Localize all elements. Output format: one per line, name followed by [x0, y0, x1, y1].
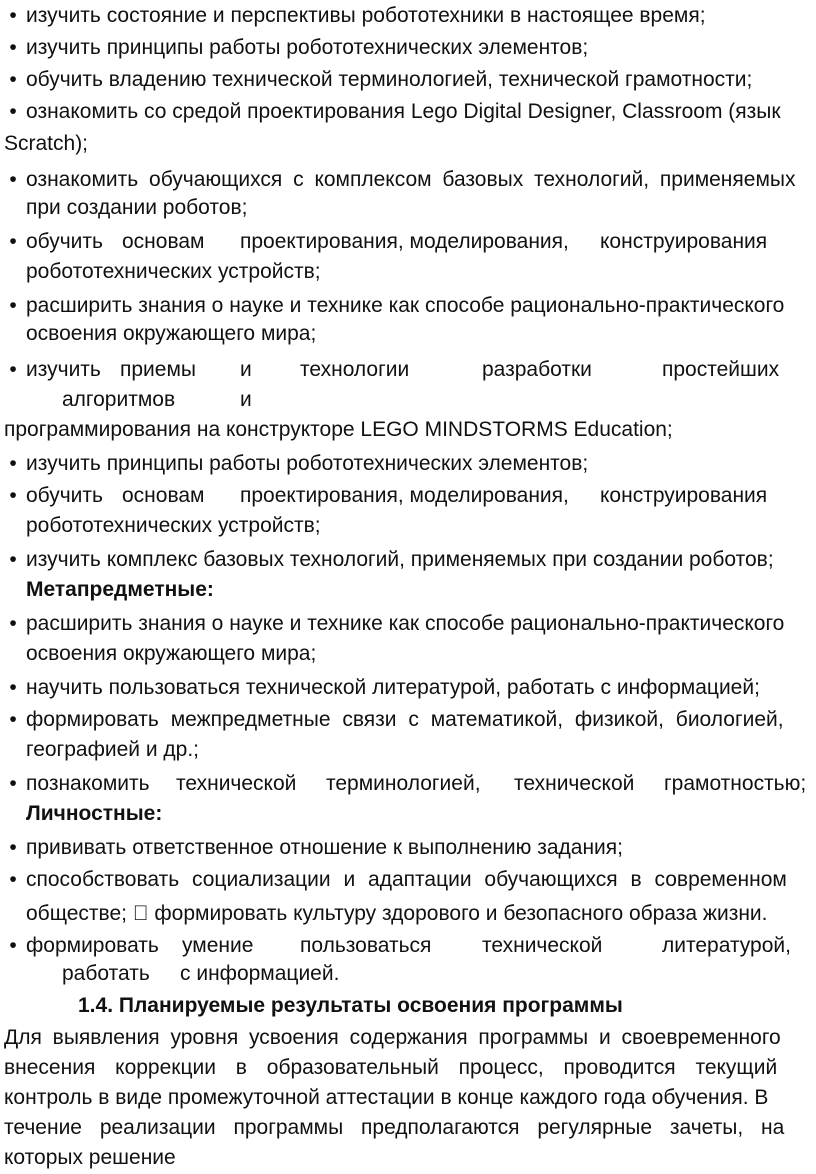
list-item-continuation	[0, 510, 816, 542]
word: приемы	[120, 358, 196, 381]
word: технической	[514, 772, 635, 795]
list-item-continuation	[0, 958, 816, 990]
list-item	[0, 672, 816, 704]
list-item-text: географией и др.;	[26, 738, 199, 761]
list-item-text: расширить знания о науке и технике как способе рационально-практического	[26, 612, 785, 635]
list-item	[0, 480, 816, 512]
list-item	[0, 768, 816, 800]
list-item-text: робототехнических устройств;	[26, 260, 321, 283]
list-item	[0, 96, 816, 128]
list-item-continuation	[0, 384, 816, 416]
word: и	[240, 388, 252, 411]
bullet-icon: •	[9, 676, 17, 699]
word: с информацией.	[180, 962, 340, 985]
paragraph-line	[0, 1112, 816, 1144]
word: разработки	[482, 358, 592, 381]
list-item-continuation	[0, 318, 816, 350]
bullet-icon: •	[9, 934, 17, 957]
paragraph-text: контроль в виде промежуточной аттестации в конце каждого года обучения. В	[4, 1086, 769, 1109]
list-item-text: ознакомить со средой проектирования Lego Digital Designer, Classroom (язык	[26, 100, 781, 123]
list-item-continuation	[0, 256, 816, 288]
paragraph-line	[0, 1082, 816, 1114]
bullet-icon: •	[9, 36, 17, 59]
word: терминологией,	[326, 772, 481, 795]
list-item	[0, 608, 816, 640]
list-item-continuation	[0, 898, 816, 930]
list-item	[0, 226, 816, 258]
word: литературой,	[662, 934, 791, 957]
word: формировать	[26, 934, 159, 957]
bullet-icon: •	[9, 230, 17, 253]
list-item-text: способствовать социализации и адаптации обучающихся в современном	[26, 868, 787, 891]
paragraph-text: которых решение	[4, 1146, 176, 1169]
list-item-text: изучить комплекс базовых технологий, применяемых при создании роботов;	[26, 548, 774, 571]
bullet-icon: •	[9, 708, 17, 731]
word: обучить	[26, 230, 103, 253]
list-item-text: прививать ответственное отношение к выполнению задания;	[26, 836, 623, 859]
subheading-personal	[0, 798, 816, 830]
list-item-continuation	[0, 734, 816, 766]
bullet-icon: •	[9, 100, 17, 123]
list-item-text: научить пользоваться технической литературой, работать с информацией;	[26, 676, 760, 699]
list-item-text: обществе; формировать культуру здорового и безопасного образа жизни.	[26, 902, 746, 925]
bullet-icon: •	[9, 294, 17, 317]
list-item	[0, 448, 816, 480]
list-item-text: программирования на конструкторе LEGO MINDSTORMS Education;	[4, 418, 673, 441]
paragraph-text: течение реализации программы предполагаются регулярные зачеты, на	[4, 1116, 785, 1139]
word: основам	[122, 230, 205, 253]
list-item	[0, 832, 816, 864]
bullet-icon: •	[9, 168, 17, 191]
paragraph-text: внесения коррекции в образовательный процесс, проводится текущий	[4, 1056, 778, 1079]
list-item	[0, 32, 816, 64]
word: обучить	[26, 484, 103, 507]
list-item	[0, 704, 816, 736]
word: технической	[176, 772, 297, 795]
list-item-text: освоения окружающего мира;	[26, 322, 317, 345]
list-item-continuation	[0, 638, 816, 670]
bullet-icon: •	[9, 484, 17, 507]
list-item-text: обучить владению технической терминологией, технической грамотности;	[26, 68, 753, 91]
word: умение	[182, 934, 254, 957]
word: алгоритмов	[62, 388, 176, 411]
word: проектирования, моделирования,	[240, 484, 569, 507]
word: познакомить	[26, 772, 150, 795]
list-item	[0, 354, 816, 386]
paragraph-text: Для выявления уровня усвоения содержания программы и своевременного	[4, 1026, 781, 1049]
list-item-text: формировать межпредметные связи с математикой, физикой, биологией,	[26, 708, 784, 731]
list-item	[0, 0, 816, 32]
list-item-text: освоения окружающего мира;	[26, 642, 317, 665]
list-item-text: расширить знания о науке и технике как способе рационально-практического	[26, 294, 785, 317]
bullet-icon: •	[9, 612, 17, 635]
word: пользоваться	[300, 934, 432, 957]
word: изучить	[26, 358, 101, 381]
list-item-continuation	[0, 128, 816, 160]
word: конструирования	[600, 230, 768, 253]
list-item-text: при создании роботов;	[26, 196, 248, 219]
list-item-text: изучить принципы работы робототехнических элементов;	[26, 36, 589, 59]
list-item-continuation	[0, 192, 816, 224]
list-item	[0, 64, 816, 96]
subheading-metasubject	[0, 574, 816, 606]
list-item	[0, 544, 816, 576]
word: технической	[482, 934, 603, 957]
list-item-text: Scratch);	[4, 132, 89, 155]
paragraph-line	[0, 1052, 816, 1084]
bullet-icon: •	[9, 68, 17, 91]
word: простейших	[662, 358, 780, 381]
bullet-icon: •	[9, 452, 17, 475]
bullet-icon: •	[9, 836, 17, 859]
list-item-text: ознакомить обучающихся с комплексом базовых технологий, применяемых	[26, 168, 796, 191]
word: грамотностью;	[664, 772, 807, 795]
paragraph-line	[0, 1022, 816, 1054]
subheading-text: Личностные:	[26, 802, 163, 825]
list-item-continuation	[0, 414, 816, 446]
paragraph-line	[0, 1142, 816, 1174]
word: конструирования	[600, 484, 768, 507]
list-item	[0, 864, 816, 896]
section-title-text: 1.4. Планируемые результаты освоения программы	[78, 994, 623, 1017]
list-item-text: робототехнических устройств;	[26, 514, 321, 537]
word: работать	[62, 962, 150, 985]
bullet-icon: •	[9, 868, 17, 891]
subheading-text: Метапредметные:	[26, 578, 214, 601]
word: проектирования, моделирования,	[240, 230, 569, 253]
list-item-text: изучить состояние и перспективы робототехники в настоящее время;	[26, 4, 706, 27]
list-item-text: изучить принципы работы робототехнических элементов;	[26, 452, 589, 475]
word: технологии	[300, 358, 410, 381]
section-title	[0, 990, 816, 1022]
bullet-icon: •	[9, 358, 17, 381]
bullet-icon: •	[9, 772, 17, 795]
word: и	[240, 358, 252, 381]
bullet-icon: •	[9, 4, 17, 27]
word: основам	[122, 484, 205, 507]
bullet-icon: •	[9, 548, 17, 571]
